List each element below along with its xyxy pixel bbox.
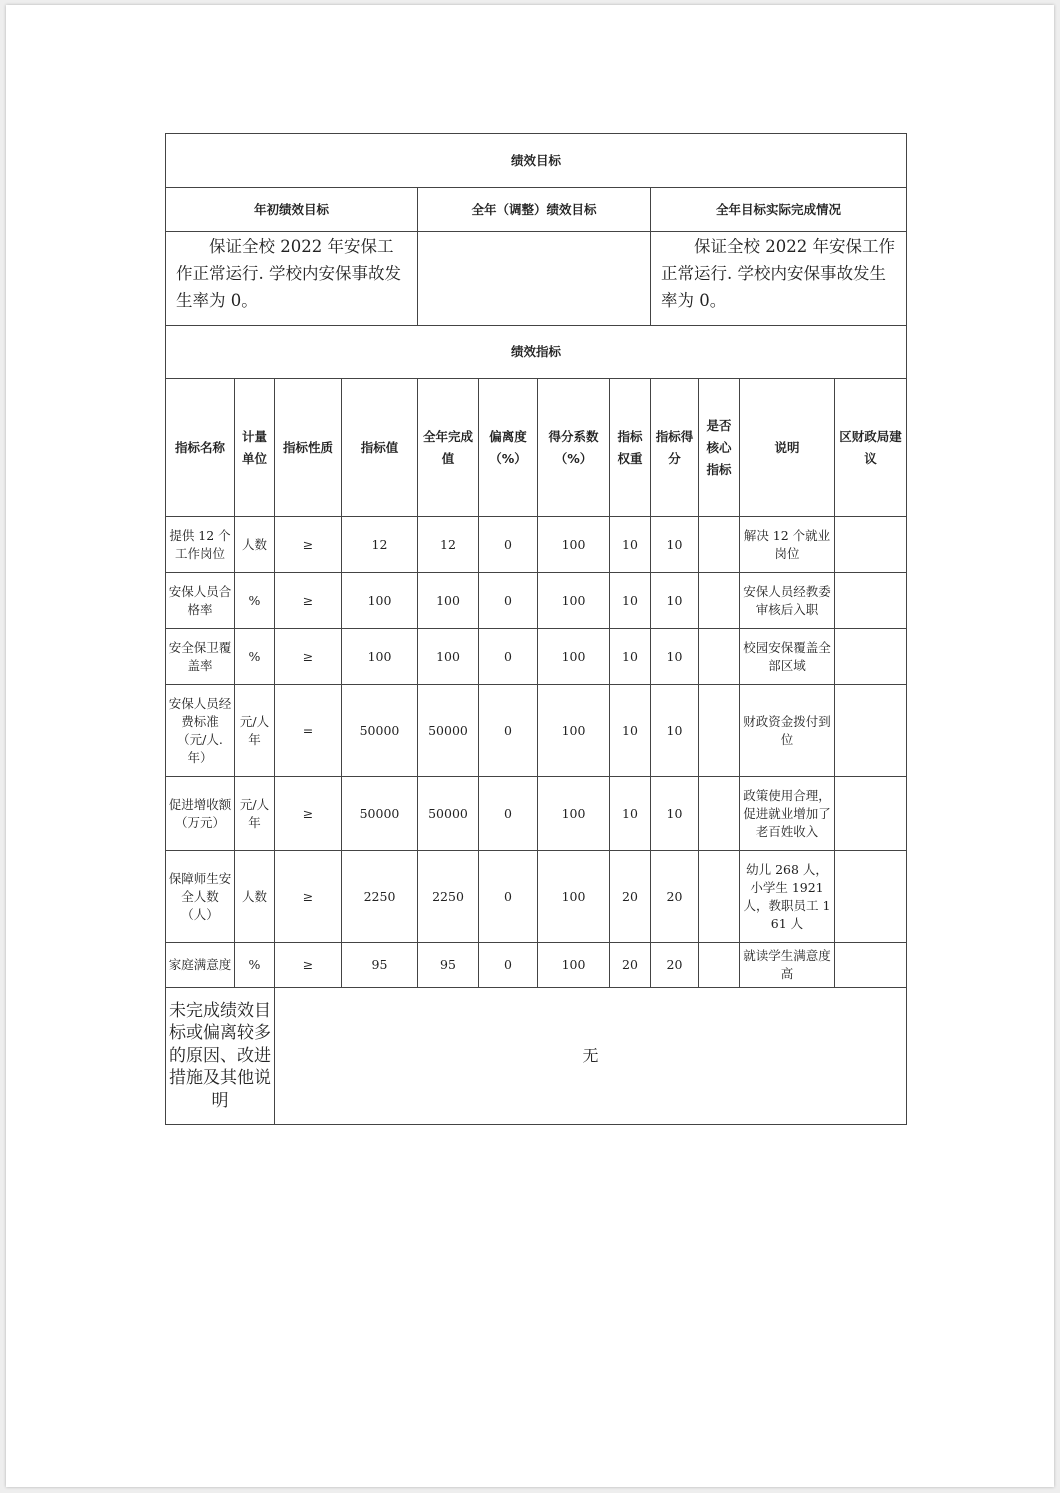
- column-header-actual-value: 全年完成值: [418, 379, 479, 517]
- column-header-core-indicator: 是否核心指标: [699, 379, 740, 517]
- cell-unit: %: [235, 943, 275, 988]
- cell-unit: 人数: [235, 517, 275, 573]
- cell-core-indicator: [699, 851, 740, 943]
- cell-finance-advice: [835, 685, 907, 777]
- cell-score-coefficient: 100: [538, 629, 610, 685]
- cell-unit: 元/人年: [235, 777, 275, 851]
- cell-target-value: 95: [342, 943, 418, 988]
- cell-indicator-name: 促进增收额（万元）: [166, 777, 235, 851]
- cell-core-indicator: [699, 573, 740, 629]
- cell-deviation: 0: [479, 685, 538, 777]
- cell-unit: 人数: [235, 851, 275, 943]
- cell-score-coefficient: 100: [538, 943, 610, 988]
- cell-actual-value: 2250: [418, 851, 479, 943]
- cell-core-indicator: [699, 777, 740, 851]
- cell-core-indicator: [699, 943, 740, 988]
- cell-nature: ≥: [275, 517, 342, 573]
- column-header-row: [166, 379, 907, 517]
- cell-score: 20: [651, 851, 699, 943]
- cell-actual-value: 50000: [418, 685, 479, 777]
- actual-completion-text: 保证全校 2022 年安保工作正常运行. 学校内安保事故发生率为 0。: [651, 232, 907, 326]
- cell-actual-value: 50000: [418, 777, 479, 851]
- cell-indicator-name: 提供 12 个工作岗位: [166, 517, 235, 573]
- cell-weight: 10: [610, 517, 651, 573]
- cell-nature: ≥: [275, 629, 342, 685]
- cell-score: 10: [651, 573, 699, 629]
- column-header-score-coefficient: 得分系数（%）: [538, 379, 610, 517]
- cell-actual-value: 12: [418, 517, 479, 573]
- cell-score: 10: [651, 517, 699, 573]
- footer-label: 未完成绩效目标或偏离较多的原因、改进措施及其他说明: [166, 988, 275, 1125]
- cell-core-indicator: [699, 517, 740, 573]
- performance-table: [165, 133, 907, 1125]
- cell-indicator-name: 家庭满意度: [166, 943, 235, 988]
- cell-weight: 20: [610, 943, 651, 988]
- table-row: [166, 517, 907, 573]
- cell-indicator-name: 安保人员经费标准（元/人. 年）: [166, 685, 235, 777]
- cell-finance-advice: [835, 629, 907, 685]
- header-actual-completion: 全年目标实际完成情况: [651, 188, 907, 232]
- column-header-weight: 指标权重: [610, 379, 651, 517]
- cell-weight: 10: [610, 629, 651, 685]
- table-row: [166, 777, 907, 851]
- cell-finance-advice: [835, 943, 907, 988]
- cell-score-coefficient: 100: [538, 517, 610, 573]
- initial-goal-text: 保证全校 2022 年安保工作正常运行. 学校内安保事故发生率为 0。: [166, 232, 418, 326]
- column-header-score: 指标得分: [651, 379, 699, 517]
- cell-score: 10: [651, 777, 699, 851]
- cell-deviation: 0: [479, 573, 538, 629]
- cell-description: 就读学生满意度高: [740, 943, 835, 988]
- section-title-indicators: 绩效指标: [166, 326, 907, 379]
- cell-indicator-name: 保障师生安全人数（人）: [166, 851, 235, 943]
- column-header-nature: 指标性质: [275, 379, 342, 517]
- cell-score-coefficient: 100: [538, 777, 610, 851]
- cell-finance-advice: [835, 517, 907, 573]
- cell-deviation: 0: [479, 851, 538, 943]
- cell-core-indicator: [699, 685, 740, 777]
- cell-weight: 10: [610, 777, 651, 851]
- cell-weight: 20: [610, 851, 651, 943]
- cell-description: 财政资金拨付到位: [740, 685, 835, 777]
- table-row: [166, 573, 907, 629]
- column-header-finance-advice: 区财政局建议: [835, 379, 907, 517]
- cell-score: 20: [651, 943, 699, 988]
- footer-value: 无: [275, 988, 907, 1125]
- cell-actual-value: 100: [418, 629, 479, 685]
- table-row: [166, 943, 907, 988]
- cell-weight: 10: [610, 685, 651, 777]
- cell-core-indicator: [699, 629, 740, 685]
- cell-score-coefficient: 100: [538, 685, 610, 777]
- cell-actual-value: 100: [418, 573, 479, 629]
- cell-target-value: 100: [342, 573, 418, 629]
- cell-target-value: 50000: [342, 777, 418, 851]
- cell-unit: %: [235, 573, 275, 629]
- cell-indicator-name: 安保人员合格率: [166, 573, 235, 629]
- cell-deviation: 0: [479, 943, 538, 988]
- cell-score: 10: [651, 629, 699, 685]
- cell-description: 安保人员经教委审核后入职: [740, 573, 835, 629]
- table-row: [166, 685, 907, 777]
- header-adjusted-goal: 全年（调整）绩效目标: [418, 188, 651, 232]
- header-initial-goal: 年初绩效目标: [166, 188, 418, 232]
- cell-description: 解决 12 个就业岗位: [740, 517, 835, 573]
- section-title-goals: 绩效目标: [166, 134, 907, 188]
- cell-nature: ≥: [275, 851, 342, 943]
- table-row: [166, 851, 907, 943]
- table-row-footer: [166, 988, 907, 1125]
- cell-finance-advice: [835, 851, 907, 943]
- cell-description: 幼儿 268 人，小学生 1921 人，教职员工 161 人: [740, 851, 835, 943]
- cell-unit: 元/人年: [235, 685, 275, 777]
- column-header-indicator-name: 指标名称: [166, 379, 235, 517]
- column-header-target-value: 指标值: [342, 379, 418, 517]
- cell-nature: ≥: [275, 573, 342, 629]
- cell-actual-value: 95: [418, 943, 479, 988]
- cell-nature: ≥: [275, 943, 342, 988]
- cell-weight: 10: [610, 573, 651, 629]
- column-header-deviation: 偏离度（%）: [479, 379, 538, 517]
- cell-deviation: 0: [479, 777, 538, 851]
- cell-nature: ≥: [275, 777, 342, 851]
- cell-target-value: 50000: [342, 685, 418, 777]
- cell-target-value: 12: [342, 517, 418, 573]
- column-header-description: 说明: [740, 379, 835, 517]
- cell-finance-advice: [835, 573, 907, 629]
- cell-nature: =: [275, 685, 342, 777]
- cell-target-value: 100: [342, 629, 418, 685]
- cell-indicator-name: 安全保卫覆盖率: [166, 629, 235, 685]
- cell-deviation: 0: [479, 517, 538, 573]
- table-row: [166, 629, 907, 685]
- adjusted-goal-text: [418, 232, 651, 326]
- cell-score: 10: [651, 685, 699, 777]
- cell-score-coefficient: 100: [538, 851, 610, 943]
- cell-unit: %: [235, 629, 275, 685]
- cell-description: 政策使用合理，促进就业增加了老百姓收入: [740, 777, 835, 851]
- cell-target-value: 2250: [342, 851, 418, 943]
- column-header-unit: 计量单位: [235, 379, 275, 517]
- document-page: [6, 5, 1054, 1487]
- cell-score-coefficient: 100: [538, 573, 610, 629]
- cell-deviation: 0: [479, 629, 538, 685]
- cell-description: 校园安保覆盖全部区域: [740, 629, 835, 685]
- cell-finance-advice: [835, 777, 907, 851]
